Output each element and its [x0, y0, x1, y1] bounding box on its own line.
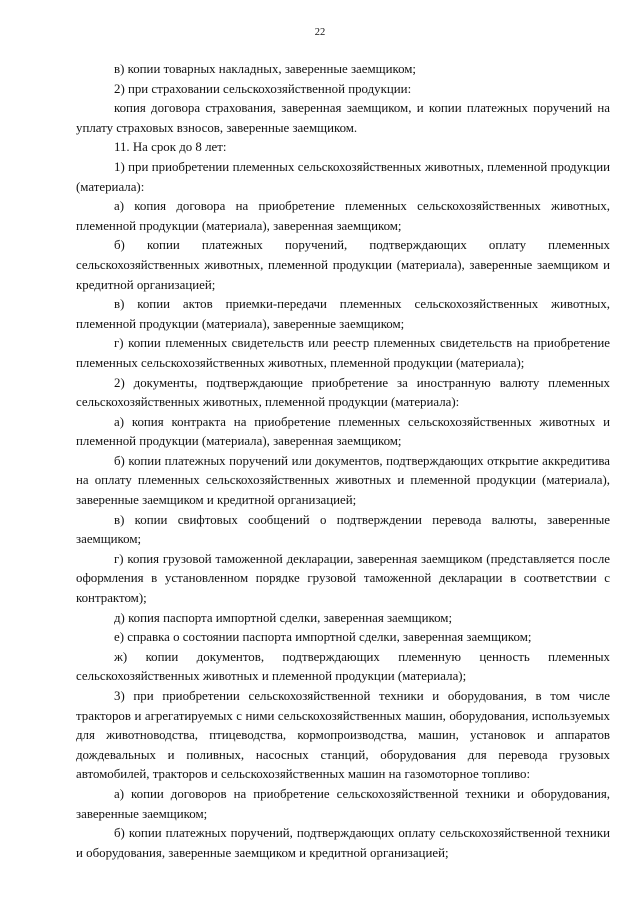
paragraph: 11. На срок до 8 лет:: [114, 140, 227, 155]
paragraph: б) копии платежных поручений или документов, подтверждающих открытие аккредитива на оплату племенных сельскохозяйственных животных и племенной продукции (материала), заверенные заемщиком и кредитной организацией;: [76, 453, 610, 508]
document-body: [76, 60, 610, 863]
page-number: 22: [314, 27, 326, 38]
paragraph: 2) при страховании сельскохозяйственной продукции:: [114, 81, 412, 96]
paragraph: а) копия договора на приобретение племенных сельскохозяйственных животных, племенной продукции (материала), заверенная заемщиком;: [76, 199, 610, 233]
paragraph: г) копия грузовой таможенной декларации, заверенная заемщиком (представляется после оформления в установленном порядке грузовой таможенной декларации в соответствии с контрактом);: [76, 551, 610, 606]
paragraph: в) копии актов приемки-передачи племенных сельскохозяйственных животных, племенной продукции (материала), заверенные заемщиком;: [76, 297, 610, 331]
paragraph: е) справка о состоянии паспорта импортной сделки, заверенная заемщиком;: [114, 630, 532, 645]
paragraph: в) копии свифтовых сообщений о подтверждении перевода валюты, заверенные заемщиком;: [76, 512, 610, 547]
paragraph: копия договора страхования, заверенная заемщиком, и копии платежных поручений на уплату страховых взносов, заверенные заемщиком.: [76, 101, 610, 135]
paragraph: а) копии договоров на приобретение сельскохозяйственной техники и оборудования, заверенные заемщиком;: [76, 786, 610, 821]
paragraph: 1) при приобретении племенных сельскохозяйственных животных, племенной продукции (материала):: [76, 159, 610, 194]
paragraph: г) копии племенных свидетельств или реестр племенных свидетельств на приобретение племенных сельскохозяйственных животных, племенной продукции (материала);: [76, 336, 610, 370]
paragraph: д) копия паспорта импортной сделки, заверенная заемщиком;: [114, 610, 453, 625]
paragraph: ж) копии документов, подтверждающих племенную ценность племенных сельскохозяйственных животных и племенной продукции (материала);: [76, 649, 610, 684]
paragraph: б) копии платежных поручений, подтверждающих оплату племенных сельскохозяйственных животных, племенной продукции (материала), заверенные заемщиком и кредитной организацией;: [76, 238, 610, 292]
paragraph: б) копии платежных поручений, подтверждающих оплату сельскохозяйственной техники и оборудования, заверенные заемщиком и кредитной организацией;: [76, 826, 610, 860]
paragraph: 2) документы, подтверждающие приобретение за иностранную валюту племенных сельскохозяйственных животных, племенной продукции (материала):: [76, 375, 610, 410]
paragraph: в) копии товарных накладных, заверенные заемщиком;: [114, 62, 417, 76]
paragraph: а) копия контракта на приобретение племенных сельскохозяйственных животных и племенной продукции (материала), заверенная заемщиком;: [76, 414, 610, 449]
paragraph: 3) при приобретении сельскохозяйственной техники и оборудования, в том числе тракторов и агрегатируемых с ними сельскохозяйственных машин, оборудования, используемых для животноводства, птицеводства, кормопроизводства, машин, установок и аппаратов дождевальных и поливных, насосных станций, оборудования для перевода грузовых автомобилей, тракторов и сельскохозяйственных машин на газомоторное топливо:: [76, 689, 610, 782]
